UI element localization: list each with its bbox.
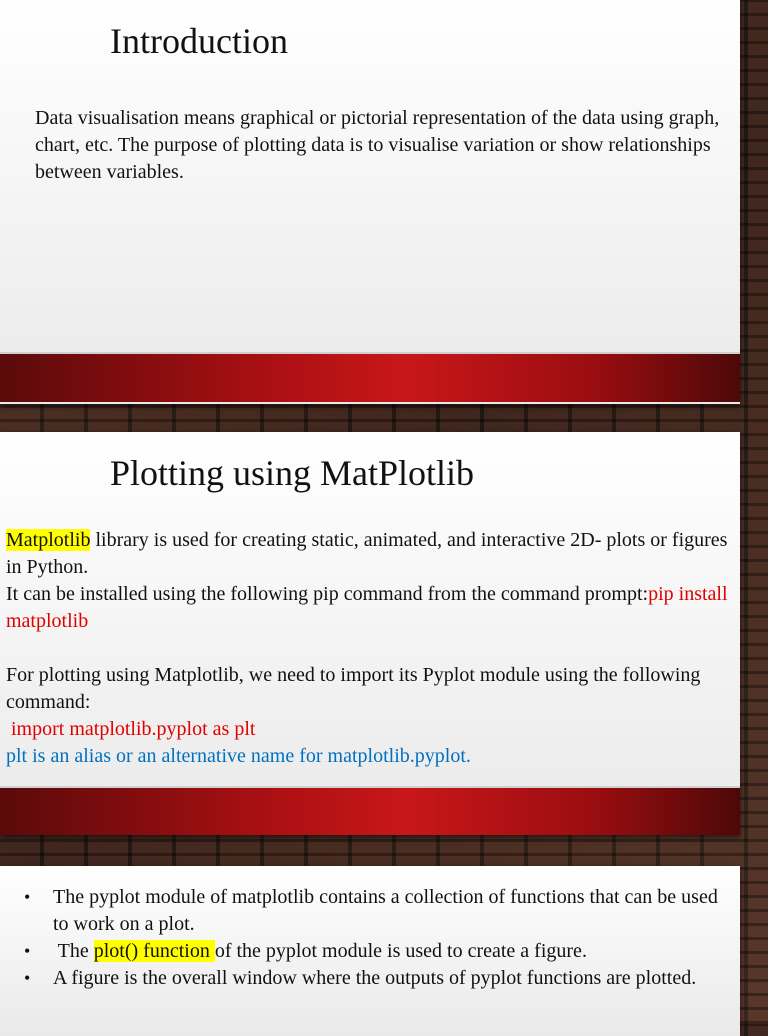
slide-body (6, 527, 736, 770)
bullet-icon: • (24, 941, 31, 961)
bullet-icon: • (24, 887, 31, 907)
bullet-text-post: of the pyplot module is used to create a figure. (214, 940, 587, 962)
plot-function-highlight: plot() function (93, 940, 215, 962)
import-command: import matplotlib.pyplot as plt (6, 718, 256, 740)
intro-line (6, 527, 736, 581)
matplotlib-highlight: Matplotlib (6, 529, 91, 551)
slide-introduction (0, 0, 740, 404)
list-item (22, 938, 728, 965)
slide-pyplot-bullets (0, 866, 740, 1036)
paragraph-gap (6, 635, 736, 662)
bullet-text: The pyplot module of matplotlib contains a collection of functions that can be used to work on a plot. (53, 886, 718, 935)
install-line-text: It can be installed using the following pip command from the command prompt: (6, 583, 649, 605)
bullet-list (22, 884, 728, 992)
slide-title: Introduction (110, 21, 288, 61)
bullet-text-pre: The (53, 940, 94, 962)
intro-paragraph: Data visualisation means graphical or pictorial representation of the data using graph, chart, etc. The purpose of plotting data is to visualise variation or show relationships between variables. (35, 107, 720, 183)
list-item (22, 884, 728, 938)
slide-title: Plotting using MatPlotlib (110, 453, 475, 493)
bullet-icon: • (24, 968, 31, 988)
alias-note: plt is an alias or an alternative name for matplotlib.pyplot. (6, 745, 471, 767)
list-item (22, 965, 728, 992)
install-line (6, 581, 736, 635)
bullet-text: A figure is the overall window where the outputs of pyplot functions are plotted. (53, 967, 697, 989)
red-footer-band (0, 352, 740, 402)
red-footer-band (0, 786, 740, 835)
intro-line-text: library is used for creating static, animated, and interactive 2D- plots or figures in Python. (6, 529, 728, 578)
slide-plotting-matplotlib (0, 432, 740, 835)
import-instruction: For plotting using Matplotlib, we need to import its Pyplot module using the following command: (6, 664, 701, 713)
pip-command: pip install matplotlib (6, 583, 728, 632)
